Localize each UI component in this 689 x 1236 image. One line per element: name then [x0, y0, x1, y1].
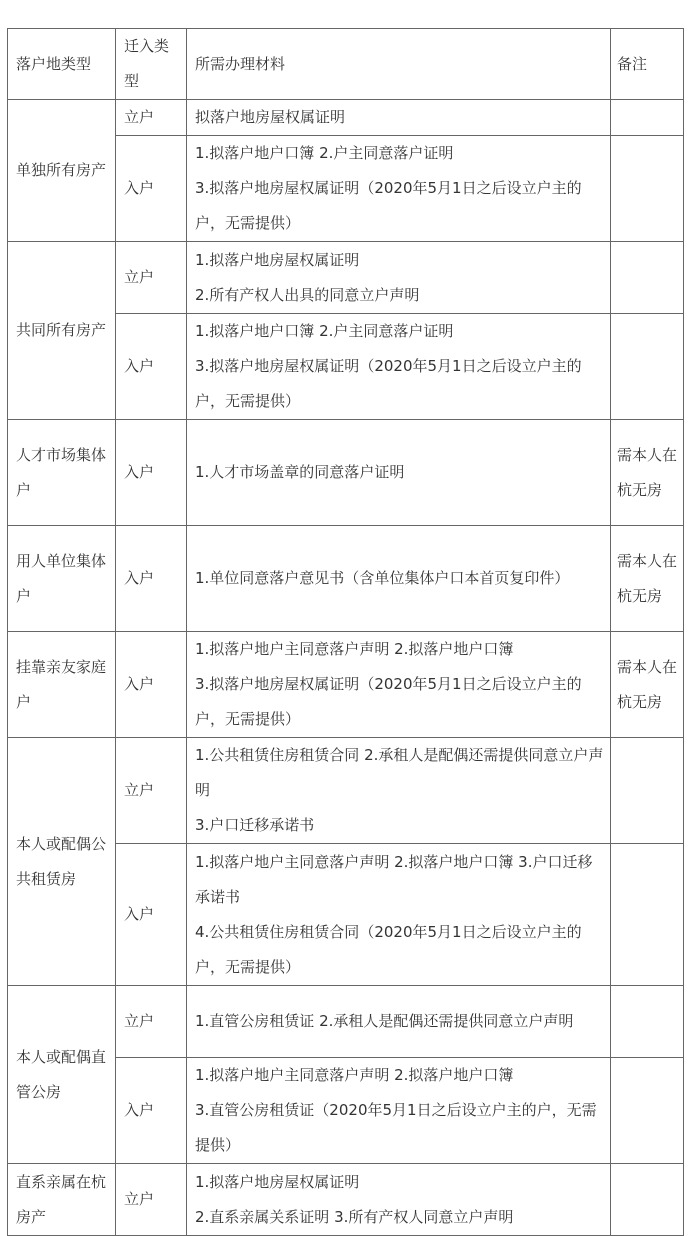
row-move-type: 入户	[116, 314, 187, 420]
row-type: 本人或配偶公共租赁房	[8, 738, 116, 986]
row-move-type: 入户	[116, 420, 187, 526]
material-line: 3.拟落户地房屋权属证明（2020年5月1日之后设立户主的户，无需提供）	[195, 675, 582, 728]
header-row	[8, 29, 684, 100]
row-note	[611, 986, 684, 1058]
row-move-type: 入户	[116, 136, 187, 242]
row-move-type: 立户	[116, 1164, 187, 1236]
row-move-type: 入户	[116, 1058, 187, 1164]
table-row	[8, 986, 684, 1058]
material-line: 1.拟落户地房屋权属证明	[195, 1172, 360, 1191]
row-note	[611, 844, 684, 986]
row-note	[611, 100, 684, 136]
row-materials	[187, 844, 611, 986]
material-line: 1.拟落户地户主同意落户声明 2.拟落户地户口簿 3.户口迁移承诺书	[195, 852, 593, 906]
row-move-type: 立户	[116, 100, 187, 136]
row-type: 挂靠亲友家庭户	[8, 632, 116, 738]
material-line: 3.直管公房租赁证（2020年5月1日之后设立户主的户，无需提供）	[195, 1101, 597, 1154]
row-note: 需本人在杭无房	[611, 526, 684, 632]
header-move-type: 迁入类型	[116, 29, 187, 100]
material-line: 1.单位同意落户意见书（含单位集体户口本首页复印件）	[195, 569, 570, 587]
row-materials	[187, 1058, 611, 1164]
row-type: 共同所有房产	[8, 242, 116, 420]
material-line: 2.所有产权人出具的同意立户声明	[195, 285, 420, 304]
material-line: 1.拟落户地户主同意落户声明 2.拟落户地户口簿	[195, 640, 514, 658]
row-note: 需本人在杭无房	[611, 632, 684, 738]
row-move-type: 入户	[116, 844, 187, 986]
row-materials	[187, 242, 611, 314]
header-note: 备注	[611, 29, 684, 100]
header-materials: 所需办理材料	[187, 29, 611, 100]
material-line: 1.人才市场盖章的同意落户证明	[195, 463, 405, 481]
material-line: 1.拟落户地户主同意落户声明 2.拟落户地户口簿	[195, 1066, 514, 1084]
row-note	[611, 314, 684, 420]
material-line: 1.直管公房租赁证 2.承租人是配偶还需提供同意立户声明	[195, 1012, 574, 1030]
row-type: 用人单位集体户	[8, 526, 116, 632]
table-row	[8, 100, 684, 136]
table-row	[8, 526, 684, 632]
row-note	[611, 242, 684, 314]
material-line: 1.公共租赁住房租赁合同 2.承租人是配偶还需提供同意立户声明	[195, 746, 604, 799]
row-materials	[187, 136, 611, 242]
row-note	[611, 136, 684, 242]
table-row	[8, 420, 684, 526]
row-move-type: 立户	[116, 242, 187, 314]
material-line: 1.拟落户地户口簿 2.户主同意落户证明	[195, 144, 454, 162]
material-line: 4.公共租赁住房租赁合同（2020年5月1日之后设立户主的户，无需提供）	[195, 922, 582, 976]
row-materials	[187, 314, 611, 420]
header-type: 落户地类型	[8, 29, 116, 100]
row-type: 单独所有房产	[8, 100, 116, 242]
row-move-type: 立户	[116, 986, 187, 1058]
row-materials	[187, 738, 611, 844]
row-materials	[187, 632, 611, 738]
material-line: 拟落户地房屋权属证明	[195, 108, 346, 126]
table-row	[8, 242, 684, 314]
row-note	[611, 1164, 684, 1236]
row-materials	[187, 100, 611, 136]
residence-registration-table	[7, 28, 684, 1236]
table-row	[8, 1164, 684, 1236]
row-type: 人才市场集体户	[8, 420, 116, 526]
row-move-type: 入户	[116, 526, 187, 632]
row-materials	[187, 1164, 611, 1236]
material-line: 1.拟落户地房屋权属证明	[195, 250, 360, 269]
material-line: 3.户口迁移承诺书	[195, 816, 315, 834]
row-materials	[187, 526, 611, 632]
row-materials	[187, 420, 611, 526]
row-move-type: 入户	[116, 632, 187, 738]
row-move-type: 立户	[116, 738, 187, 844]
row-type: 直系亲属在杭房产	[8, 1164, 116, 1236]
row-note: 需本人在杭无房	[611, 420, 684, 526]
table-row	[8, 738, 684, 844]
table-row	[8, 632, 684, 738]
material-line: 3.拟落户地房屋权属证明（2020年5月1日之后设立户主的户，无需提供）	[195, 357, 582, 410]
material-line: 1.拟落户地户口簿 2.户主同意落户证明	[195, 322, 454, 340]
row-type: 本人或配偶直管公房	[8, 986, 116, 1164]
material-line: 2.直系亲属关系证明 3.所有产权人同意立户声明	[195, 1207, 514, 1226]
row-note	[611, 1058, 684, 1164]
row-materials	[187, 986, 611, 1058]
row-note	[611, 738, 684, 844]
material-line: 3.拟落户地房屋权属证明（2020年5月1日之后设立户主的户，无需提供）	[195, 179, 582, 232]
